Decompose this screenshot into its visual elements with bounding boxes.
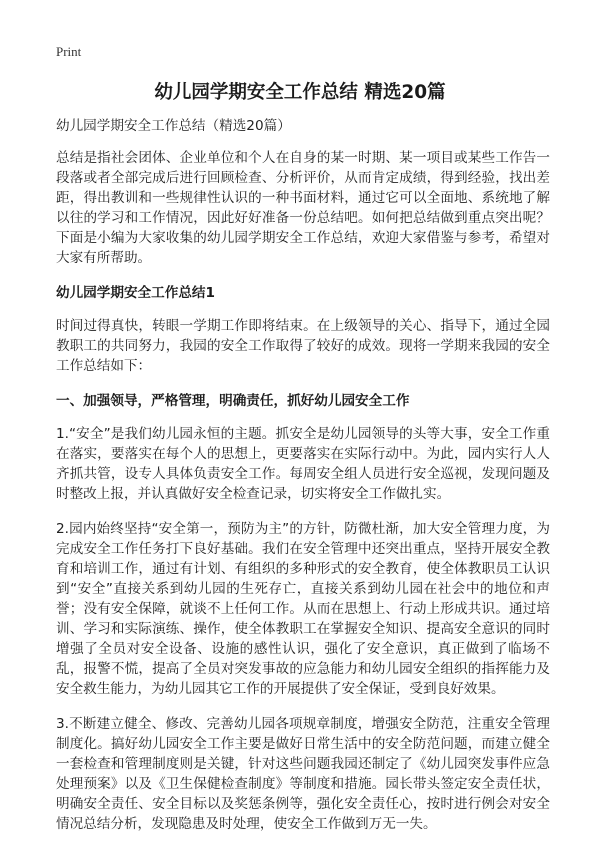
print-link[interactable]: Print <box>56 44 82 59</box>
point-paragraph-1: 1.“安全”是我们幼儿园永恒的主题。抓安全是幼儿园领导的头等大事，安全工作重在落实，要落实在每个人的思想上，更要落实在实际行动中。为此，园内实行人人齐抓共管，设专人具体负责安全工作。每周安全组人员进行安全巡视，发现问题及时整改上报，并认真做好安全检查记录，切实将安全工作做扎实。 <box>56 426 550 502</box>
section-intro-paragraph: 时间过得真快，转眼一学期工作即将结束。在上级领导的关心、指导下，通过全园教职工的共同努力，我园的安全工作取得了较好的成效。现将一学期来我园的安全工作总结如下： <box>56 318 550 374</box>
point-paragraph-2: 2.园内始终坚持“安全第一，预防为主”的方针，防微杜渐，加大安全管理力度，为完成安全工作任务打下良好基础。我们在安全管理中还突出重点，坚持开展安全教育和培训工作，通过有计划、有组织的多种形式的安全教育，使全体教职员工认识到“安全”直接关系到幼儿园的生死存亡，直接关系到幼儿园在社会中的地位和声誉；没有安全保障，就谈不上任何工作。从而在思想上、行动上形成共识。通过培训、学习和实际演练、操作，使全体教职工在掌握安全知识、提高安全意识的同时增强了全员对安全设备、设施的感性认识，强化了安全意识，真正做到了临场不乱，报警不慌，提高了全员对突发事故的应急能力和幼儿园安全组织的指挥能力及安全救生能力，为幼儿园其它工作的开展提供了安全保证，受到良好效果。 <box>56 521 550 697</box>
sub-heading: 一、加强领导，严格管理，明确责任，抓好幼儿园安全工作 <box>56 393 410 409</box>
document-subtitle: 幼儿园学期安全工作总结（精选20篇） <box>56 118 291 134</box>
point-paragraph-3: 3.不断建立健全、修改、完善幼儿园各项规章制度，增强安全防范，注重安全管理制度化。搞好幼儿园安全工作主要是做好日常生活中的安全防范问题，而建立健全一套检查和管理制度则是关键，针对这些问题我园还制定了《幼儿园突发事件应急处理预案》以及《卫生保健检查制度》等制度和措施。园长带头签定安全责任状，明确安全责任、安全目标以及奖惩条例等，强化安全责任心，按时进行例会对安全情况总结分析，发现隐患及时处理，使安全工作做到万无一失。 <box>56 716 550 832</box>
intro-paragraph: 总结是指社会团体、企业单位和个人在自身的某一时期、某一项目或某些工作告一段落或者全部完成后进行回顾检查、分析评价，从而肯定成绩，得到经验，找出差距，得出教训和一些规律性认识的一种书面材料，通过它可以全面地、系统地了解以往的学习和工作情况，因此好好准备一份总结吧。如何把总结做到重点突出呢？下面是小编为大家收集的幼儿园学期安全工作总结，欢迎大家借鉴与参考，希望对大家有所帮助。 <box>56 150 550 266</box>
document-title: 幼儿园学期安全工作总结 精选20篇 <box>154 82 446 103</box>
document-body <box>56 116 550 849</box>
section-heading: 幼儿园学期安全工作总结1 <box>56 285 215 301</box>
